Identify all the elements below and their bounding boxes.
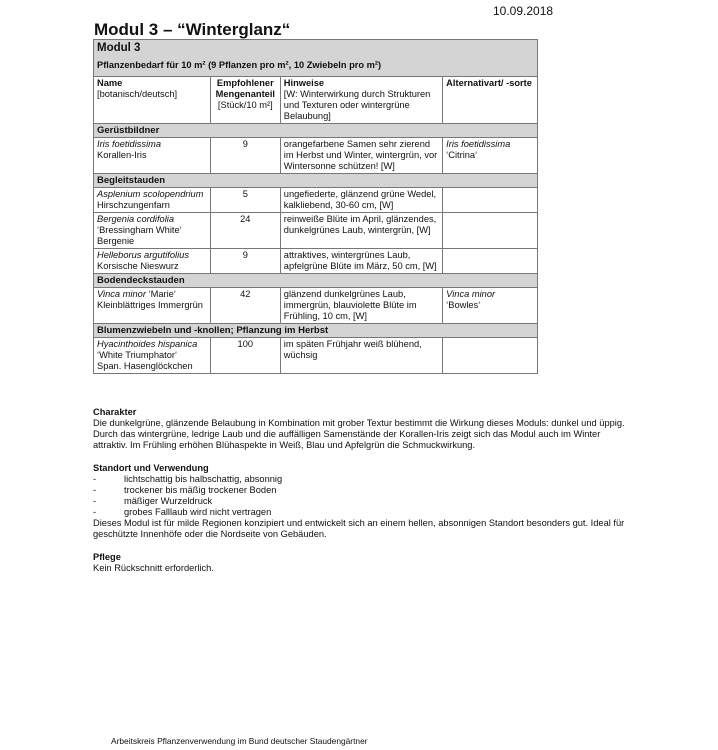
cultivar-name: ‘Marie‘ (148, 289, 176, 299)
col-header-name-sub: [botanisch/deutsch] (97, 89, 178, 99)
standort-list (93, 474, 633, 518)
note: ungefiederte, glänzend grüne Wedel, kalkliebend, 30-60 cm, [W] (280, 188, 442, 213)
document-date: 10.09.2018 (493, 4, 554, 18)
section-header (94, 124, 538, 138)
list-item: - trockener bis mäßig trockener Boden (93, 485, 277, 495)
list-item: - grobes Falllaub wird nicht vertragen (93, 507, 272, 517)
alternative-cell (443, 249, 538, 274)
page-title: Modul 3 – “Winterglanz“ (94, 20, 291, 39)
table-row (94, 213, 538, 249)
alternative-botanical: Vinca minor (446, 289, 496, 299)
botanical-name: Asplenium scolopendrium (97, 189, 204, 199)
botanical-name: Bergenia cordifolia (97, 214, 175, 224)
pflege-text: Kein Rückschnitt erforderlich. (93, 563, 214, 573)
table-row (94, 188, 538, 213)
quantity: 9 (210, 138, 280, 174)
module-name: Modul 3 (97, 42, 141, 54)
common-name: Korallen-Iris (97, 150, 147, 160)
table-row (94, 338, 538, 374)
section-title: Begleitstauden (94, 174, 538, 188)
col-header-name: Name (97, 78, 123, 88)
col-header-amount-sub: [Stück/10 m²] (217, 100, 273, 110)
common-name: Korsische Nieswurz (97, 261, 179, 271)
alternative-cultivar: ‘Bowles‘ (446, 300, 481, 310)
alternative-botanical: Iris foetidissima (446, 139, 511, 149)
plant-table (93, 39, 538, 374)
common-name: Hirschzungenfarn (97, 200, 170, 210)
common-name: Kleinblättriges Immergrün (97, 300, 203, 310)
pflege-heading: Pflege (93, 552, 121, 562)
pflege-section (93, 552, 633, 574)
table-row (94, 138, 538, 174)
quantity: 42 (210, 288, 280, 324)
common-name: Span. Hasenglöckchen (97, 361, 193, 371)
section-header (94, 324, 538, 338)
note: orangefarbene Samen sehr zierend im Herbst und Winter, wintergrün, vor Wintersonne schützen! [W] (280, 138, 442, 174)
note: glänzend dunkelgrünes Laub, immergrün, blauviolette Blüte im Frühling, 10 cm, [W] (280, 288, 442, 324)
col-header-notes-sub: [W: Winterwirkung durch Strukturen und Texturen oder wintergrüne Belaubung] (283, 89, 431, 121)
charakter-text: Die dunkelgrüne, glänzende Belaubung in Kombination mit grober Textur bestimmt die Wirkung dieses Moduls: dunkel und üppig. Durch das wintergrüne, ledrige Laub und die auffälligen Samenstände der Korallen-Iris zeigt sich das Modul auch im Winter attraktiv. Im Frühling erhöhen Blühaspekte in Weiß, Blau und Apfelgrün die Schmuckwirkung. (93, 418, 625, 450)
col-header-amount: Empfohlener Mengenanteil (215, 78, 275, 99)
common-name: Bergenie (97, 236, 135, 246)
quantity: 5 (210, 188, 280, 213)
alternative-cell (443, 188, 538, 213)
col-header-alternative: Alternativart/ -sorte (446, 78, 532, 88)
planting-requirement: Pflanzenbedarf für 10 m² (9 Pflanzen pro m², 10 Zwiebeln pro m²) (97, 60, 382, 70)
quantity: 100 (210, 338, 280, 374)
standort-text: Dieses Modul ist für milde Regionen konzipiert und entwickelt sich an einem hellen, absonnigen Standort besonders gut. Ideal für geschützte Innenhöfe oder die Nordseite von Gebäuden. (93, 518, 625, 539)
alternative-cell (443, 338, 538, 374)
section-title: Bodendeckstauden (94, 274, 538, 288)
section-title: Blumenzwiebeln und -knollen; Pflanzung im Herbst (94, 324, 538, 338)
note: im späten Frühjahr weiß blühend, wüchsig (280, 338, 442, 374)
table-module-header (94, 40, 538, 77)
page-footer: Arbeitskreis Pflanzenverwendung im Bund deutscher Staudengärtner (111, 736, 368, 746)
list-item: - mäßiger Wurzeldruck (93, 496, 213, 506)
standort-section (93, 463, 633, 540)
section-header (94, 274, 538, 288)
botanical-name: Vinca minor (97, 289, 146, 299)
col-header-notes: Hinweise (283, 78, 325, 88)
cultivar-name: ‘White Triumphator‘ (97, 350, 178, 360)
botanical-name: Helleborus argutifolius (97, 250, 189, 260)
standort-heading: Standort und Verwendung (93, 463, 209, 473)
botanical-name: Iris foetidissima (97, 139, 162, 149)
section-title: Gerüstbildner (94, 124, 538, 138)
charakter-section (93, 407, 633, 451)
note: attraktives, wintergrünes Laub, apfelgrüne Blüte im März, 50 cm, [W] (280, 249, 442, 274)
alternative-cell (443, 213, 538, 249)
list-item: - lichtschattig bis halbschattig, absonnig (93, 474, 283, 484)
table-row (94, 288, 538, 324)
table-row (94, 249, 538, 274)
quantity: 24 (210, 213, 280, 249)
alternative-cultivar: ‘Citrina‘ (446, 150, 478, 160)
section-header (94, 174, 538, 188)
botanical-name: Hyacinthoides hispanica (97, 339, 198, 349)
cultivar-name: ‘Bressingham White‘ (97, 225, 182, 235)
table-column-headers (94, 77, 538, 124)
quantity: 9 (210, 249, 280, 274)
note: reinweiße Blüte im April, glänzendes, dunkelgrünes Laub, wintergrün, [W] (280, 213, 442, 249)
charakter-heading: Charakter (93, 407, 137, 417)
